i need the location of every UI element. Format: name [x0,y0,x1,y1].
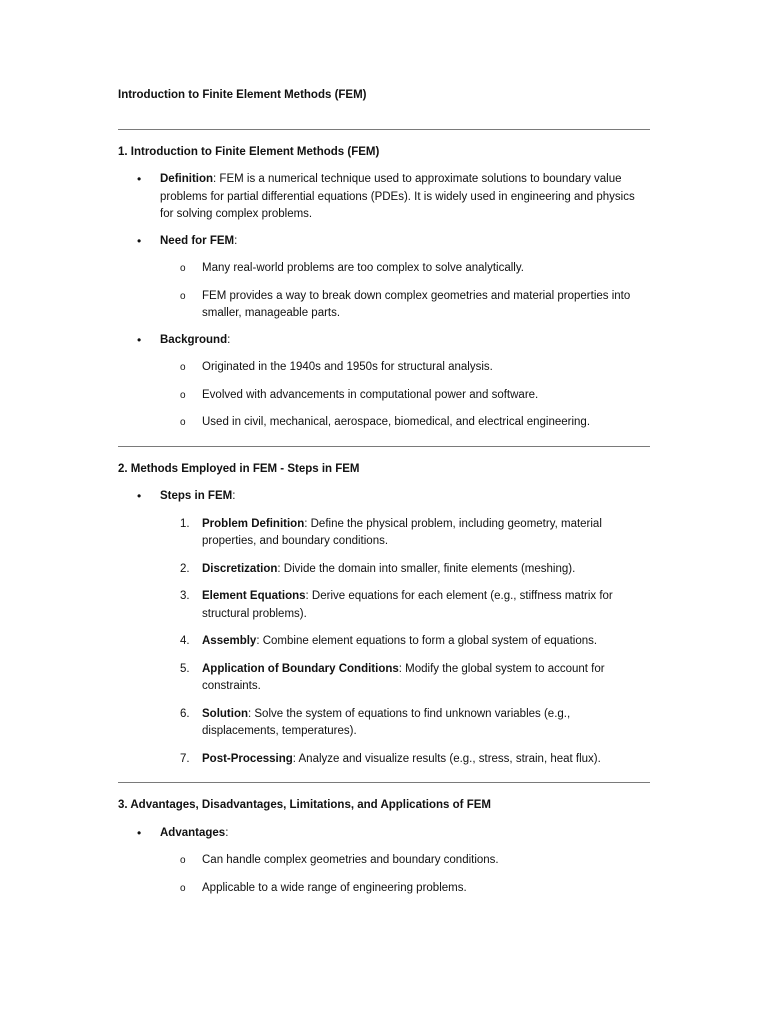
sub-list-item [118,880,650,898]
sub-item-text: FEM provides a way to break down complex geometries and material properties into smaller, manageable parts. [202,289,631,319]
step-item [118,516,650,551]
step-text: : Define the physical problem, including geometry, material properties, and boundary conditions. [202,517,602,547]
sub-bullet-list [118,852,650,897]
bullet-icon: • [137,489,142,503]
bullet-icon: • [137,332,142,347]
circle-bullet-icon: o [180,263,186,274]
step-text: : Derive equations for each element (e.g., stiffness matrix for structural problems). [202,590,613,620]
step-label: Solution [202,707,248,720]
step-number: 6. [180,707,190,720]
sub-item-text: Used in civil, mechanical, aerospace, biomedical, and electrical engineering. [202,416,591,428]
bullet-list [118,825,650,898]
sub-list-item [118,359,650,377]
sub-bullet-list [118,260,650,323]
step-item [118,588,650,623]
bullet-icon: • [137,233,142,248]
section-title: 3. Advantages, Disadvantages, Limitations, and Applications of FEM [118,799,491,811]
item-label: Definition [160,173,214,185]
circle-bullet-icon: o [180,417,186,428]
step-label: Post-Processing [202,752,293,765]
section-title: 1. Introduction to Finite Element Methods (FEM) [118,145,380,158]
step-label: Problem Definition [202,517,305,530]
section-divider [118,782,650,783]
sublist-container [118,359,650,432]
sub-list-item [118,852,650,870]
circle-bullet-icon: o [180,855,186,866]
bullet-list [118,171,650,432]
sub-item-text: Many real-world problems are too complex to solve analytically. [202,262,524,274]
circle-bullet-icon: o [180,389,186,401]
section-2 [118,461,650,769]
list-item [118,825,650,843]
item-label: Advantages [160,826,226,839]
sub-item-text: Originated in the 1940s and 1950s for structural analysis. [202,361,493,373]
list-item [118,233,650,251]
sublist-container [118,260,650,323]
circle-bullet-icon: o [180,362,186,373]
section-title: 2. Methods Employed in FEM - Steps in FEM [118,462,360,475]
step-number: 7. [180,752,190,765]
item-label: Need for FEM [160,234,235,247]
section-divider [118,446,650,447]
item-text: : [234,234,238,247]
section-3 [118,797,650,897]
step-number: 1. [180,517,190,530]
step-label: Element Equations [202,590,306,602]
sub-list-item [118,288,650,323]
item-text: : FEM is a numerical technique used to approximate solutions to boundary value problems for partial differential equations (PDEs). It is widely used in engineering and physics for solving complex problems. [160,173,635,220]
step-item [118,751,650,769]
step-item [118,561,650,579]
step-text: : Divide the domain into smaller, finite elements (meshing). [277,562,576,575]
list-item [118,488,650,506]
step-label: Application of Boundary Conditions [202,662,399,675]
circle-bullet-icon: o [180,882,186,894]
circle-bullet-icon: o [180,290,186,302]
step-number: 3. [180,590,190,602]
sublist-container [118,516,650,769]
sub-item-text: Can handle complex geometries and boundary conditions. [202,854,499,866]
document-title: Introduction to Finite Element Methods (FEM) [118,89,367,101]
sub-list-item [118,260,650,278]
step-text: : Combine element equations to form a global system of equations. [256,635,598,647]
section-1 [118,144,650,432]
step-item [118,661,650,696]
step-number: 4. [180,635,190,647]
step-item [118,706,650,741]
sub-list-item [118,387,650,405]
step-label: Discretization [202,562,278,575]
step-text: : Solve the system of equations to find unknown variables (e.g., displacements, temperatures). [202,707,571,737]
document-content [118,87,650,897]
step-label: Assembly [202,635,257,647]
step-number: 2. [180,562,190,575]
section-divider [118,129,650,130]
bullet-icon: • [137,172,142,186]
step-number: 5. [180,662,190,675]
sub-item-text: Applicable to a wide range of engineering problems. [202,881,467,894]
step-text: : Modify the global system to account for constraints. [202,662,605,692]
sub-item-text: Evolved with advancements in computational power and software. [202,388,539,401]
item-text: : [232,490,236,502]
item-text: : [227,333,231,346]
item-text: : [225,826,229,839]
item-label: Steps in FEM [160,490,233,502]
list-item [118,171,650,224]
sub-bullet-list [118,359,650,432]
sublist-container [118,852,650,897]
bullet-icon: • [137,825,142,840]
item-label: Background [160,333,228,346]
list-item [118,332,650,350]
steps-list [118,516,650,769]
step-text: : Analyze and visualize results (e.g., stress, strain, heat flux). [292,752,601,765]
step-item [118,633,650,651]
bullet-list [118,488,650,768]
sub-list-item [118,414,650,432]
